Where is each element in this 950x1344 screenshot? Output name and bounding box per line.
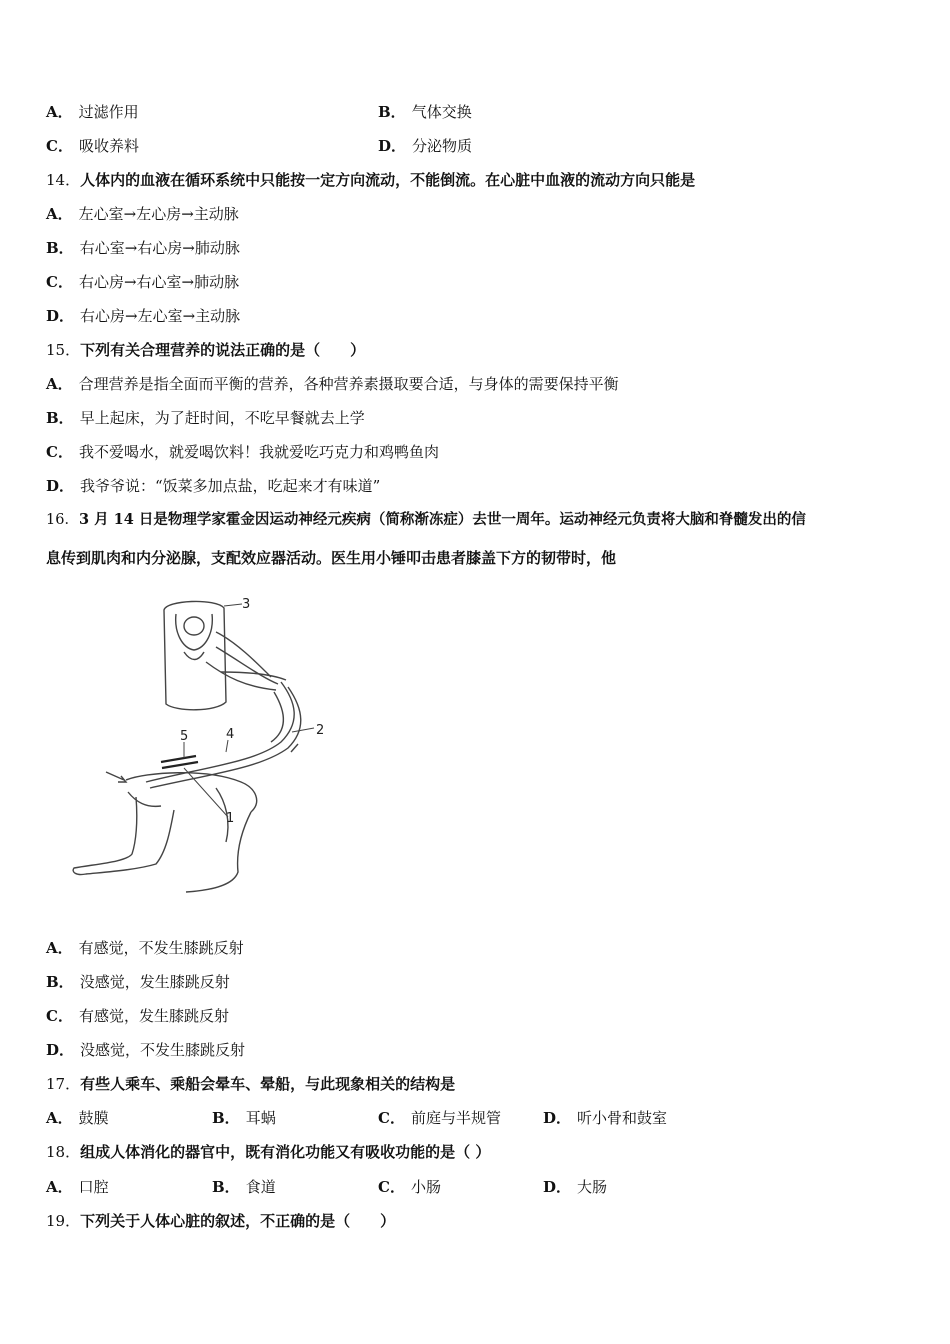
diagram-label-3: 3 [242, 597, 251, 612]
q14-option-d[interactable]: D． 右心房→左心室→主动脉 [46, 307, 241, 325]
q17-option-a[interactable]: A． 鼓膜 [46, 1109, 109, 1127]
knee-reflex-diagram [66, 592, 336, 902]
diagram-label-5: 5 [180, 729, 189, 744]
q14-option-c[interactable]: C． 右心房→右心室→肺动脉 [46, 273, 240, 291]
q14-option-a[interactable]: A． 左心室→左心房→主动脉 [46, 205, 239, 223]
q16-option-d[interactable]: D． 没感觉，不发生膝跳反射 [46, 1041, 246, 1059]
q14-stem: 14．人体内的血液在循环系统中只能按一定方向流动，不能倒流。在心脏中血液的流动方向只能是 [46, 171, 696, 189]
q13-option-b[interactable]: B． 气体交换 [378, 103, 472, 121]
q14-option-b[interactable]: B． 右心室→右心房→肺动脉 [46, 239, 240, 257]
diagram-label-2: 2 [316, 723, 325, 738]
q13-option-a[interactable]: A． 过滤作用 [46, 103, 139, 121]
q16-option-b[interactable]: B． 没感觉，发生膝跳反射 [46, 973, 230, 991]
q18-option-a[interactable]: A． 口腔 [46, 1178, 109, 1196]
diagram-label-1: 1 [226, 811, 235, 826]
q16-stem-line1: 16．3 月 14 日是物理学家霍金因运动神经元疾病（简称渐冻症）去世一周年。运动神经元负责将大脑和脊髓发出的信 [46, 511, 806, 528]
q17-stem: 17．有些人乘车、乘船会晕车、晕船，与此现象相关的结构是 [46, 1075, 456, 1093]
q17-option-d[interactable]: D． 听小骨和鼓室 [543, 1109, 668, 1127]
q18-option-d[interactable]: D． 大肠 [543, 1178, 608, 1196]
q16-option-c[interactable]: C． 有感觉，发生膝跳反射 [46, 1007, 229, 1025]
diagram-label-4: 4 [226, 727, 235, 742]
q17-option-c[interactable]: C． 前庭与半规管 [378, 1109, 501, 1127]
q13-option-c[interactable]: C． 吸收养料 [46, 137, 139, 155]
q18-stem: 18．组成人体消化的器官中，既有消化功能又有吸收功能的是（ ） [46, 1143, 491, 1161]
q19-stem: 19．下列关于人体心脏的叙述，不正确的是（ ） [46, 1212, 396, 1230]
q15-option-d[interactable]: D． 我爷爷说：“饭菜多加点盐，吃起来才有味道” [46, 477, 381, 495]
q17-option-b[interactable]: B． 耳蜗 [212, 1109, 276, 1127]
knee-reflex-illustration [66, 592, 336, 902]
q13-option-d[interactable]: D． 分泌物质 [378, 137, 473, 155]
q18-option-b[interactable]: B． 食道 [212, 1178, 276, 1196]
q16-option-a[interactable]: A． 有感觉，不发生膝跳反射 [46, 939, 244, 957]
q16-stem-line2: 息传到肌肉和内分泌腺，支配效应器活动。医生用小锤叩击患者膝盖下方的韧带时，他 [46, 549, 617, 567]
q15-stem: 15．下列有关合理营养的说法正确的是（ ） [46, 341, 366, 359]
q15-option-c[interactable]: C． 我不爱喝水，就爱喝饮料！我就爱吃巧克力和鸡鸭鱼肉 [46, 443, 439, 461]
q15-option-a[interactable]: A． 合理营养是指全面而平衡的营养，各种营养素摄取要合适，与身体的需要保持平衡 [46, 375, 619, 393]
q18-option-c[interactable]: C． 小肠 [378, 1178, 441, 1196]
q15-option-b[interactable]: B． 早上起床，为了赶时间，不吃早餐就去上学 [46, 409, 365, 427]
